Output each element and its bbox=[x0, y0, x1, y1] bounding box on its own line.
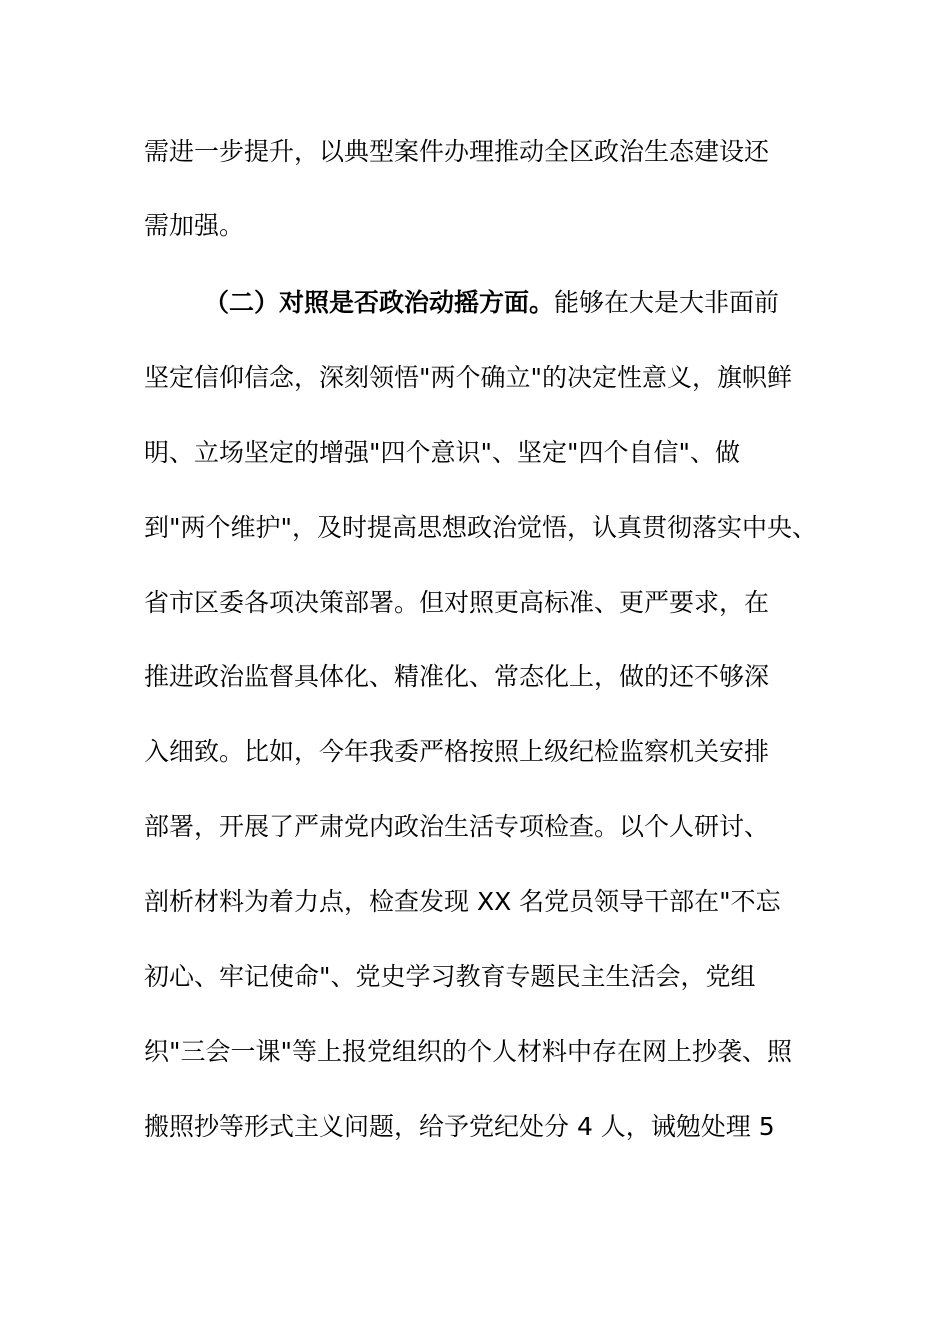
paragraph-line-10: 部署，开展了严肃党内政治生活专项检查。以个人研讨、 bbox=[144, 812, 770, 841]
paragraph-line-8: 推进政治监督具体化、精准化、常态化上，做的还不够深 bbox=[144, 662, 770, 691]
paragraph-line-1: 需进一步提升，以典型案件办理推动全区政治生态建设还 bbox=[144, 137, 770, 166]
paragraph-line-11: 剖析材料为着力点，检查发现 XX 名党员领导干部在"不忘 bbox=[144, 887, 781, 916]
section-heading: （二）对照是否政治动摇方面。 bbox=[204, 288, 555, 317]
paragraph-line-5: 明、立场坚定的增强"四个意识"、坚定"四个自信"、做 bbox=[144, 438, 740, 467]
paragraph-line-13: 织"三会一课"等上报党组织的个人材料中存在网上抄袭、照 bbox=[144, 1037, 793, 1066]
paragraph-line-7: 省市区委各项决策部署。但对照更高标准、更严要求，在 bbox=[144, 588, 770, 617]
section-first-line bbox=[204, 287, 779, 319]
paragraph-line-14: 搬照抄等形式主义问题，给予党纪处分 4 人，诫勉处理 5 bbox=[144, 1112, 775, 1141]
section-first-line-text: 能够在大是大非面前 bbox=[554, 288, 780, 317]
paragraph-line-6: 到"两个维护"，及时提高思想政治觉悟，认真贯彻落实中央、 bbox=[144, 513, 818, 542]
paragraph-line-9: 入细致。比如，今年我委严格按照上级纪检监察机关安排 bbox=[144, 737, 770, 766]
paragraph-line-4: 坚定信仰信念，深刻领悟"两个确立"的决定性意义，旗帜鲜 bbox=[144, 363, 793, 392]
paragraph-line-12: 初心、牢记使命"、党史学习教育专题民主生活会，党组 bbox=[144, 962, 756, 991]
paragraph-line-2: 需加强。 bbox=[144, 211, 245, 240]
